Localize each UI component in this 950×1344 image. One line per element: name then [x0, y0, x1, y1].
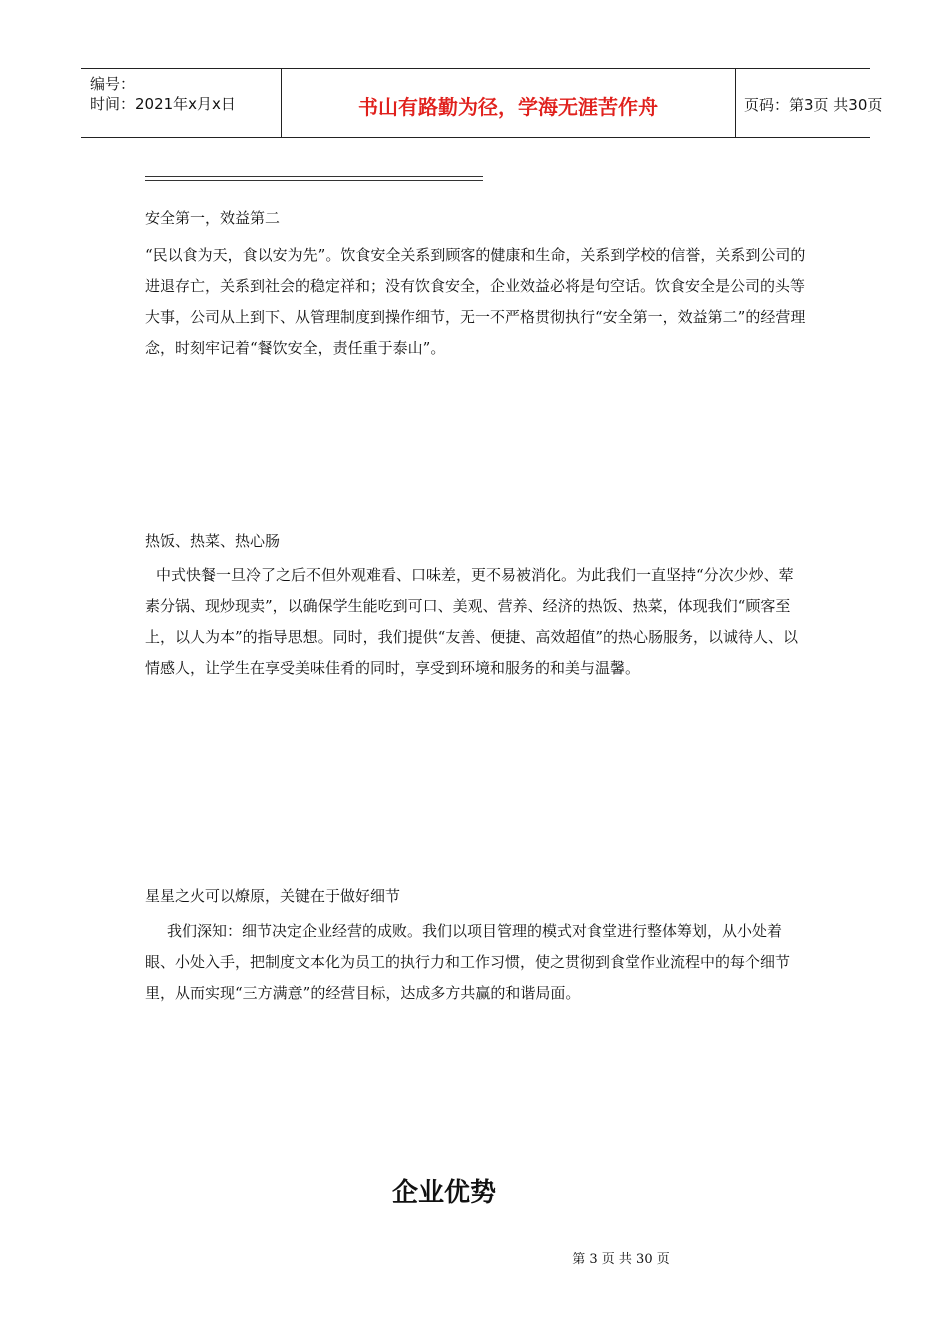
- header-table: [81, 68, 883, 138]
- section-body-hot-meals: 中式快餐一旦冷了之后不但外观难看、口味差，更不易被消化。为此我们一直坚持“分次少炒、荤素分锅、现炒现卖”，以确保学生能吃到可口、美观、营养、经济的热饭、热菜，体现我们“顾客至上，以人为本”的指导思想。同时，我们提供“友善、便捷、高效超值”的热心肠服务，以诚待人、以情感人，让学生在享受美味佳肴的同时，享受到环境和服务的和美与温馨。: [145, 566, 799, 677]
- section-title-details: 星星之火可以燎原，关键在于做好细节: [145, 887, 401, 905]
- header-motto: 书山有路勤为径，学海无涯苦作舟: [358, 95, 658, 119]
- document-date-label: 时间：2021年x月x日: [90, 95, 236, 113]
- header-motto-cell: [281, 69, 736, 137]
- document-number-label: 编号：: [90, 75, 136, 93]
- section-title-safety: 安全第一，效益第二: [145, 209, 281, 227]
- section-body-safety: “民以食为天，食以安为先”。饮食安全关系到顾客的健康和生命，关系到学校的信誉，关系到公司的进退存亡，关系到社会的稳定祥和；没有饮食安全，企业效益必将是句空话。饮食安全是公司的头等大事，公司从上到下、从管理制度到操作细节，无一不严格贯彻执行“安全第一，效益第二”的经营理念，时刻牢记着“餐饮安全，责任重于泰山”。: [145, 246, 806, 357]
- double-rule-bottom: [145, 180, 483, 181]
- double-rule-top: [145, 176, 483, 177]
- page-footer: 第 3 页 共 30 页: [572, 1252, 670, 1267]
- header-meta-cell: [81, 69, 282, 137]
- section-title-hot-meals: 热饭、热菜、热心肠: [145, 532, 281, 550]
- section-body-details: 我们深知：细节决定企业经营的成败。我们以项目管理的模式对食堂进行整体筹划，从小处着眼、小处入手，把制度文本化为员工的执行力和工作习惯，使之贯彻到食堂作业流程中的每个细节里，从而实现“三方满意”的经营目标，达成多方共赢的和谐局面。: [145, 922, 791, 1002]
- header-page-cell: [736, 69, 883, 137]
- header-page-info: 页码：第3页 共30页: [744, 96, 883, 114]
- heading-enterprise-advantages: 企业优势: [391, 1178, 496, 1208]
